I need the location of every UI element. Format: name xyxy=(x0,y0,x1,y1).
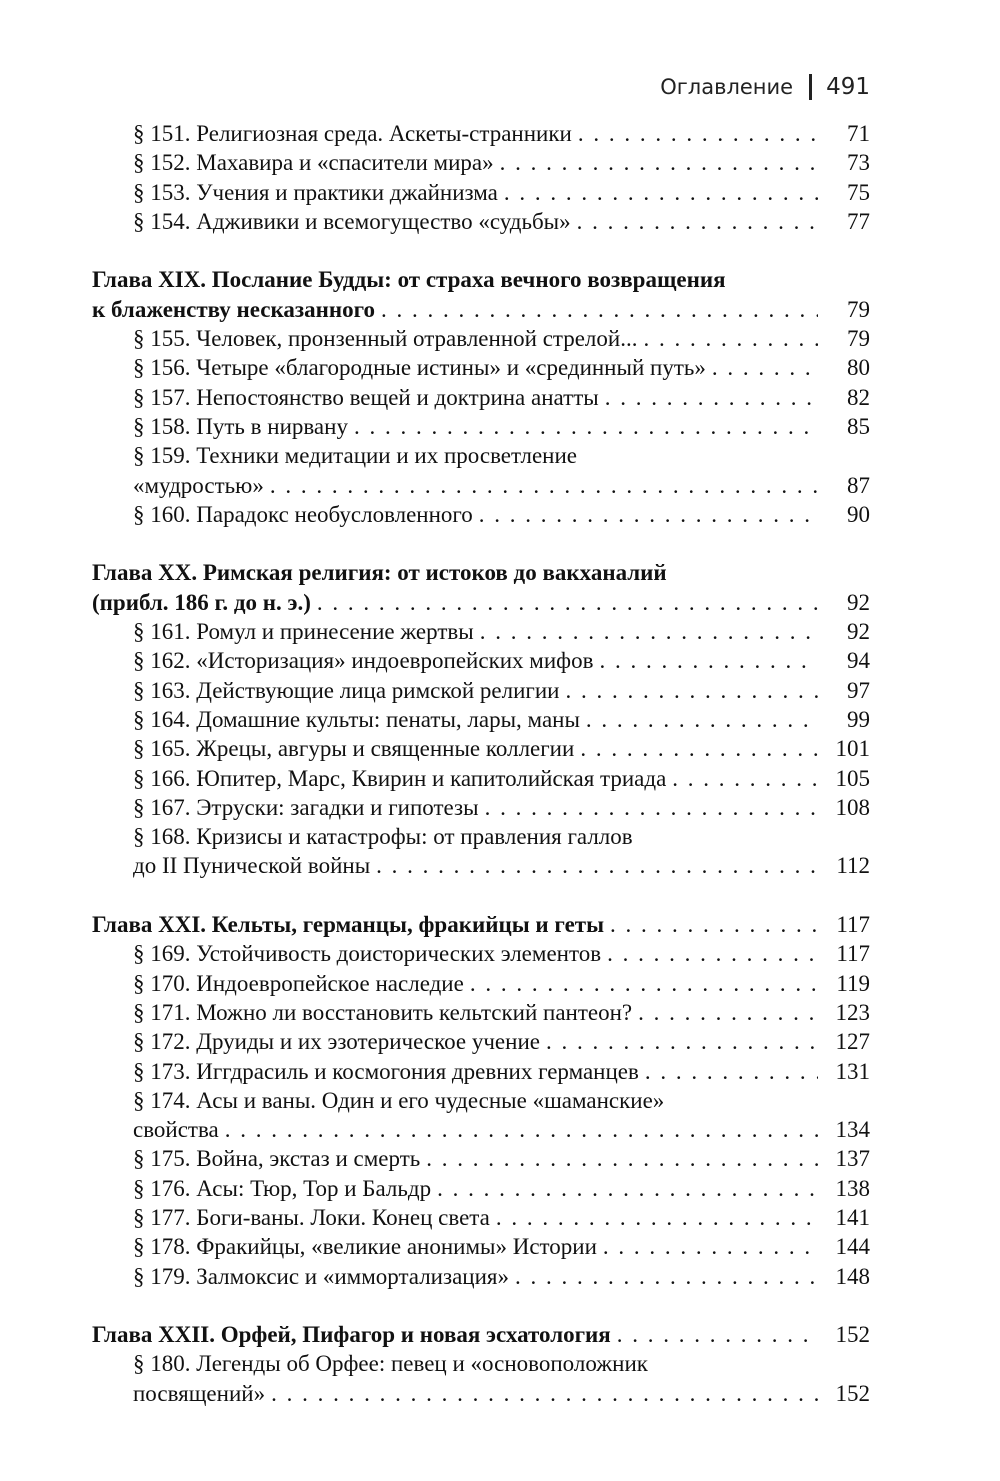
dot-leader xyxy=(437,1174,818,1203)
toc-line xyxy=(92,500,870,529)
toc-line xyxy=(92,178,870,207)
dot-leader xyxy=(381,295,818,324)
dot-leader xyxy=(470,969,818,998)
entry-title: § 172. Друиды и их эзотерическое учение xyxy=(133,1029,540,1055)
entry-title: § 171. Можно ли восстановить кельтский пантеон? xyxy=(133,999,633,1025)
group-spacer xyxy=(92,881,870,910)
entry-page-number: 92 xyxy=(847,589,870,615)
dot-leader xyxy=(485,793,818,822)
entry-page-number: 97 xyxy=(847,677,870,703)
entry-page-number: 71 xyxy=(847,121,870,146)
toc-chapter-entry[interactable] xyxy=(92,265,870,324)
entry-page-number: 119 xyxy=(836,970,870,996)
running-header xyxy=(660,74,870,100)
entry-page-number: 101 xyxy=(835,736,870,762)
entry-page-number: 90 xyxy=(847,501,870,527)
dot-leader xyxy=(376,851,818,880)
toc-section-entry[interactable] xyxy=(92,1349,870,1408)
entry-title: § 168. Кризисы и катастрофы: от правления галлов xyxy=(133,824,633,850)
entry-title: «мудростью» xyxy=(133,472,264,498)
dot-leader xyxy=(515,1262,818,1291)
toc-section-entry[interactable] xyxy=(92,1203,870,1232)
entry-title: Глава XXII. Орфей, Пифагор и новая эсхатология xyxy=(92,1322,611,1348)
toc-section-entry[interactable] xyxy=(92,1086,870,1145)
dot-leader xyxy=(578,119,818,148)
entry-title: § 155. Человек, пронзенный отравленной стрелой... xyxy=(133,326,638,352)
entry-title: до II Пунической войны xyxy=(133,853,371,879)
entry-page-number: 152 xyxy=(835,1322,870,1348)
dot-leader xyxy=(317,588,818,617)
dot-leader xyxy=(603,1232,818,1261)
toc-section-entry[interactable] xyxy=(92,939,870,968)
dot-leader xyxy=(605,383,818,412)
entry-title: § 151. Религиозная среда. Аскеты-странники xyxy=(133,121,572,146)
toc-line xyxy=(92,265,870,294)
entry-page-number: 134 xyxy=(835,1117,870,1143)
toc-line xyxy=(92,1262,870,1291)
toc-section-entry[interactable] xyxy=(92,178,870,207)
entry-title: § 152. Махавира и «спасители мира» xyxy=(133,150,494,176)
dot-leader xyxy=(496,1203,818,1232)
header-section-title: Оглавление xyxy=(660,75,794,99)
dot-leader xyxy=(638,998,818,1027)
dot-leader xyxy=(643,324,818,353)
entry-title: свойства xyxy=(133,1117,219,1143)
dot-leader xyxy=(586,705,818,734)
entry-page-number: 141 xyxy=(835,1204,870,1230)
entry-title: § 180. Легенды об Орфее: певец и «основоположник xyxy=(133,1351,648,1377)
entry-page-number: 79 xyxy=(847,296,870,322)
entry-title: (прибл. 186 г. до н. э.) xyxy=(92,589,311,615)
entry-title: посвящений» xyxy=(133,1380,266,1406)
toc-section-entry[interactable] xyxy=(92,734,870,763)
dot-leader xyxy=(577,207,818,236)
toc-line xyxy=(92,1320,870,1349)
dot-leader xyxy=(565,676,818,705)
header-divider xyxy=(809,74,812,100)
toc-section-entry[interactable] xyxy=(92,207,870,236)
toc-line xyxy=(92,1086,870,1115)
dot-leader xyxy=(712,353,818,382)
toc-line xyxy=(92,998,870,1027)
group-spacer xyxy=(92,529,870,558)
entry-title: § 178. Фракийцы, «великие анонимы» Истории xyxy=(133,1234,597,1260)
entry-page-number: 152 xyxy=(835,1380,870,1406)
toc-line xyxy=(92,1174,870,1203)
entry-page-number: 73 xyxy=(847,150,870,176)
toc-section-entry[interactable] xyxy=(92,412,870,441)
entry-title: § 157. Непостоянство вещей и доктрина анатты xyxy=(133,384,599,410)
toc-line xyxy=(92,324,870,353)
toc-section-entry[interactable] xyxy=(92,646,870,675)
toc-line xyxy=(92,1027,870,1056)
entry-title: Глава XXI. Кельты, германцы, фракийцы и геты xyxy=(92,912,605,938)
entry-title: § 176. Асы: Тюр, Тор и Бальдр xyxy=(133,1175,432,1201)
toc-line xyxy=(92,676,870,705)
toc-line xyxy=(92,646,870,675)
toc-section-entry[interactable] xyxy=(92,1174,870,1203)
toc-chapter-entry[interactable] xyxy=(92,558,870,617)
header-page-number: 491 xyxy=(826,74,870,100)
toc-line xyxy=(92,910,870,939)
entry-page-number: 75 xyxy=(847,179,870,205)
entry-page-number: 80 xyxy=(847,355,870,381)
entry-title: § 154. Адживики и всемогущество «судьбы» xyxy=(133,208,571,234)
dot-leader xyxy=(580,734,818,763)
toc-section-entry[interactable] xyxy=(92,383,870,412)
entry-title: § 163. Действующие лица римской религии xyxy=(133,677,560,703)
toc-line xyxy=(92,734,870,763)
toc-line xyxy=(92,1349,870,1378)
entry-page-number: 123 xyxy=(835,999,870,1025)
toc-section-entry[interactable] xyxy=(92,822,870,881)
entry-title: § 164. Домашние культы: пенаты, лары, маны xyxy=(133,706,580,732)
toc-section-entry[interactable] xyxy=(92,676,870,705)
toc-chapter-entry[interactable] xyxy=(92,1320,870,1349)
toc-section-entry[interactable] xyxy=(92,1027,870,1056)
entry-title: § 169. Устойчивость доисторических элементов xyxy=(133,941,602,967)
entry-page-number: 94 xyxy=(847,648,870,674)
dot-leader xyxy=(546,1027,818,1056)
dot-leader xyxy=(617,1320,818,1349)
entry-page-number: 148 xyxy=(835,1263,870,1289)
dot-leader xyxy=(607,939,818,968)
dot-leader xyxy=(426,1144,818,1173)
toc-section-entry[interactable] xyxy=(92,119,870,148)
toc-line xyxy=(92,353,870,382)
toc-line xyxy=(92,558,870,587)
entry-title: § 160. Парадокс необусловленного xyxy=(133,501,473,527)
toc-line xyxy=(92,939,870,968)
toc-line xyxy=(92,851,870,880)
toc-section-entry[interactable] xyxy=(92,1232,870,1261)
toc-line xyxy=(92,617,870,646)
toc-line xyxy=(92,1379,870,1408)
toc-line xyxy=(92,119,870,148)
entry-page-number: 112 xyxy=(836,853,870,879)
entry-title: § 159. Техники медитации и их просветление xyxy=(133,443,577,469)
entry-page-number: 131 xyxy=(835,1058,870,1084)
toc-line xyxy=(92,1232,870,1261)
toc-section-entry[interactable] xyxy=(92,1144,870,1173)
toc-line xyxy=(92,1115,870,1144)
entry-page-number: 105 xyxy=(835,765,870,791)
entry-page-number: 82 xyxy=(847,384,870,410)
toc-line xyxy=(92,412,870,441)
entry-title: Глава XIX. Послание Будды: от страха вечного возвращения xyxy=(92,267,726,293)
toc-section-entry[interactable] xyxy=(92,764,870,793)
toc-line xyxy=(92,822,870,851)
group-spacer xyxy=(92,1291,870,1320)
toc-line xyxy=(92,295,870,324)
toc-line xyxy=(92,588,870,617)
entry-page-number: 79 xyxy=(847,326,870,352)
table-of-contents xyxy=(92,119,870,1408)
dot-leader xyxy=(354,412,818,441)
toc-section-entry[interactable] xyxy=(92,1262,870,1291)
toc-line xyxy=(92,793,870,822)
entry-page-number: 144 xyxy=(835,1234,870,1260)
entry-title: § 170. Индоевропейское наследие xyxy=(133,970,464,996)
toc-section-entry[interactable] xyxy=(92,324,870,353)
entry-page-number: 99 xyxy=(847,706,870,732)
dot-leader xyxy=(672,764,818,793)
toc-line xyxy=(92,1203,870,1232)
toc-line xyxy=(92,471,870,500)
entry-page-number: 87 xyxy=(847,472,870,498)
toc-chapter-entry[interactable] xyxy=(92,910,870,939)
entry-title: § 158. Путь в нирвану xyxy=(133,413,348,439)
entry-title: § 156. Четыре «благородные истины» и «срединный путь» xyxy=(133,355,706,381)
toc-section-entry[interactable] xyxy=(92,793,870,822)
group-spacer xyxy=(92,236,870,265)
entry-title: Глава XX. Римская религия: от истоков до вакханалий xyxy=(92,560,667,586)
entry-title: § 174. Асы и ваны. Один и его чудесные «шаманские» xyxy=(133,1087,665,1113)
entry-page-number: 137 xyxy=(835,1146,870,1172)
entry-page-number: 127 xyxy=(835,1029,870,1055)
entry-title: § 177. Боги-ваны. Локи. Конец света xyxy=(133,1204,490,1230)
dot-leader xyxy=(599,646,818,675)
entry-title: к блаженству несказанного xyxy=(92,296,376,322)
entry-title: § 173. Иггдрасиль и космогония древних германцев xyxy=(133,1058,639,1084)
entry-page-number: 77 xyxy=(847,208,870,234)
toc-section-entry[interactable] xyxy=(92,705,870,734)
toc-line xyxy=(92,969,870,998)
toc-section-entry[interactable] xyxy=(92,617,870,646)
toc-line xyxy=(92,148,870,177)
toc-section-entry[interactable] xyxy=(92,500,870,529)
entry-title: § 175. Война, экстаз и смерть xyxy=(133,1146,421,1172)
toc-line xyxy=(92,441,870,470)
toc-section-entry[interactable] xyxy=(92,148,870,177)
dot-leader xyxy=(500,148,818,177)
dot-leader xyxy=(270,471,818,500)
dot-leader xyxy=(645,1057,818,1086)
toc-line xyxy=(92,383,870,412)
entry-title: § 153. Учения и практики джайнизма xyxy=(133,179,498,205)
entry-page-number: 85 xyxy=(847,413,870,439)
toc-line xyxy=(92,1144,870,1173)
entry-title: § 179. Залмоксис и «иммортализация» xyxy=(133,1263,509,1289)
entry-title: § 161. Ромул и принесение жертвы xyxy=(133,619,474,645)
toc-line xyxy=(92,764,870,793)
toc-section-entry[interactable] xyxy=(92,353,870,382)
dot-leader xyxy=(225,1115,818,1144)
entry-title: § 162. «Историзация» индоевропейских мифов xyxy=(133,648,594,674)
entry-page-number: 92 xyxy=(847,619,870,645)
toc-section-entry[interactable] xyxy=(92,969,870,998)
toc-line xyxy=(92,1057,870,1086)
entry-title: § 166. Юпитер, Марс, Квирин и капитолийская триада xyxy=(133,765,667,791)
toc-section-entry[interactable] xyxy=(92,998,870,1027)
entry-page-number: 108 xyxy=(835,794,870,820)
entry-title: § 165. Жрецы, авгуры и священные коллегии xyxy=(133,736,575,762)
entry-page-number: 138 xyxy=(835,1175,870,1201)
dot-leader xyxy=(271,1379,818,1408)
entry-title: § 167. Этруски: загадки и гипотезы xyxy=(133,794,479,820)
dot-leader xyxy=(610,910,818,939)
dot-leader xyxy=(479,500,818,529)
toc-line xyxy=(92,207,870,236)
dot-leader xyxy=(504,178,818,207)
entry-page-number: 117 xyxy=(836,941,870,967)
toc-section-entry[interactable] xyxy=(92,1057,870,1086)
toc-section-entry[interactable] xyxy=(92,441,870,500)
toc-line xyxy=(92,705,870,734)
entry-page-number: 117 xyxy=(836,912,870,938)
dot-leader xyxy=(480,617,818,646)
